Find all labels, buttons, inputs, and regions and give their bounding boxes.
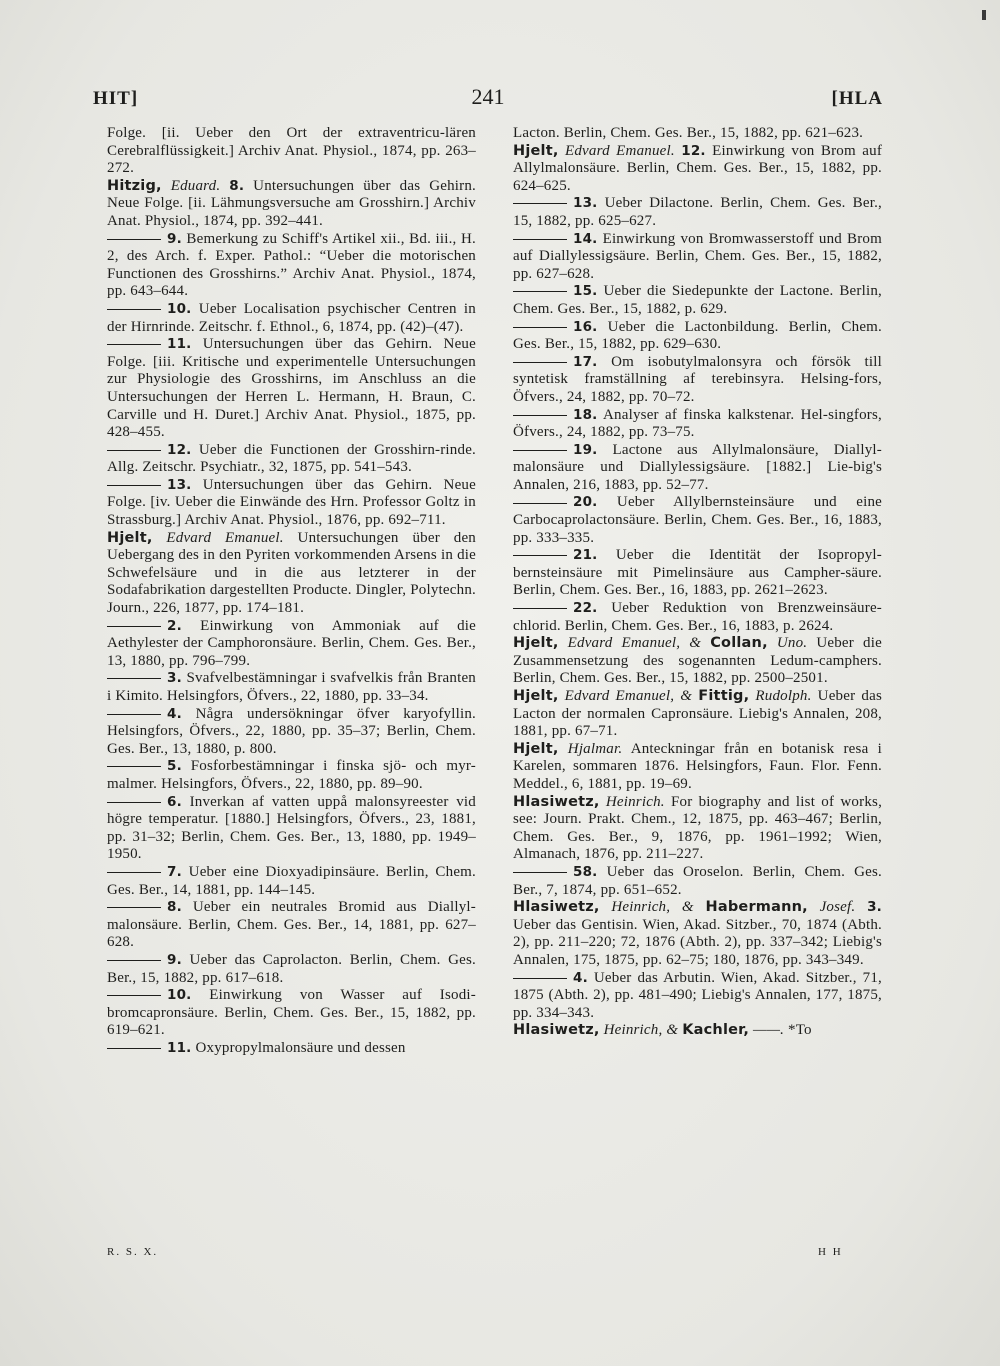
ditto-dash <box>107 344 161 345</box>
author-surname: Hjelt, <box>513 740 559 757</box>
entry-number: 58. <box>573 863 598 880</box>
entry-number: 12. <box>681 142 706 159</box>
bib-continuation <box>513 125 882 143</box>
bib-subentry <box>513 407 882 442</box>
entry-text: Ueber das Gentisin. Wien, Akad. Sitzber., 70, 1874 (Abth. 2), pp. 211–220; 72, 1876 (Abth. 2), pp. 337–342; Liebig's Annalen, 175, 1875, pp. 62–75; 180, 1876, pp. 343–349. <box>513 916 882 968</box>
right-column <box>513 125 882 1235</box>
entry-number: 5. <box>167 758 182 775</box>
ditto-dash <box>513 872 567 873</box>
entry-number: 13. <box>167 476 192 493</box>
ditto-dash <box>513 239 567 240</box>
ditto-dash <box>107 766 161 767</box>
author-given-name: Edvard Emanuel. <box>166 529 284 546</box>
bib-continuation <box>107 125 476 178</box>
author-surname: Hjelt, <box>107 529 153 546</box>
author-surname: Hitzig, <box>107 177 162 194</box>
author-surname: Hjelt, <box>513 688 559 704</box>
entry-text: Ueber eine Dioxyadipinsäure. Berlin, Chem. Ges. Ber., 14, 1881, pp. 144–145. <box>107 863 476 898</box>
bib-subentry <box>513 442 882 495</box>
entry-text: Untersuchungen über das Gehirn. Neue Folge. [iii. Kritische und experimentelle Untersuchungen zur Physiologie des Grosshirns, im Anschluss an die Untersuchungen der Herren L. Hermann, H. Braun, C. Carville und H. Duret.] Archiv Anat. Physiol., 1875, pp. 428–455. <box>107 336 476 441</box>
ditto-dash <box>107 678 161 679</box>
ditto-dash <box>107 309 161 310</box>
author-surname: Hlasiwetz, <box>513 899 600 916</box>
author-surname: Hlasiwetz, <box>513 1022 600 1039</box>
bib-entry <box>513 899 882 969</box>
entry-number: 6. <box>167 793 182 810</box>
footer-right: H H <box>818 1246 843 1258</box>
page-number: 241 <box>471 84 505 109</box>
coauthor-surname: Collan, <box>710 635 768 652</box>
bib-entry <box>513 688 882 741</box>
entry-text: Ueber Dilactone. Berlin, Chem. Ges. Ber., 15, 1882, pp. 625–627. <box>513 195 882 229</box>
entry-number: 8. <box>229 177 245 194</box>
entry-text: Ueber Allylbernsteinsäure und eine Carbocaprolactonsäure. Berlin, Chem. Ges. Ber., 16, 1883, pp. 333–335. <box>513 494 882 546</box>
coauthor-surname: Habermann, <box>705 899 808 916</box>
ditto-dash <box>513 415 567 416</box>
ditto-dash <box>513 503 567 504</box>
entry-text: Anteckningar från en botanisk resa i Karelen, sommaren 1876. Helsingfors, Faun. Flor. Fenn. Meddel., 6, 1881, pp. 19–69. <box>513 740 883 792</box>
entry-text: *To <box>788 1022 812 1039</box>
coauthor-given-name: Josef. <box>819 899 856 916</box>
entry-text: Untersuchungen über das Gehirn. Neue Folge. [ii. Lähmungsversuche am Grosshirn.] Archiv Anat. Physiol., 1874, pp. 392–441. <box>107 177 477 229</box>
ditto-dash <box>107 239 161 240</box>
bib-subentry <box>513 600 882 635</box>
bib-subentry <box>107 301 476 336</box>
bib-subentry <box>107 864 476 899</box>
bib-subentry <box>107 899 476 952</box>
bib-subentry <box>513 354 882 407</box>
author-surname: Hlasiwetz, <box>513 793 600 810</box>
ditto-dash <box>107 907 161 908</box>
entry-number: 22. <box>573 600 598 617</box>
entry-number: 9. <box>167 230 182 247</box>
ditto-dash <box>107 626 161 627</box>
entry-text: Ueber die Identität der Isopropyl-bernsteinsäure mit Pimelinsäure aus Campher-säure. Berlin, Chem. Ges. Ber., 16, 1883, pp. 2621–2623. <box>513 547 882 599</box>
ditto-dash <box>107 960 161 961</box>
entry-text: Ueber Reduktion von Brenzweinsäure-chlorid. Berlin, Chem. Ges. Ber., 16, 1883, p. 2624. <box>513 600 883 634</box>
ditto-dash <box>107 802 161 803</box>
corner-mark <box>982 10 986 20</box>
ditto-dash <box>513 978 567 979</box>
entry-text: Ueber die Lactonbildung. Berlin, Chem. Ges. Ber., 15, 1882, pp. 629–630. <box>513 318 883 353</box>
bib-subentry <box>107 706 476 759</box>
coauthor-surname: Fittig, <box>698 688 750 704</box>
ditto-dash <box>107 872 161 873</box>
bib-subentry <box>107 618 476 671</box>
ditto-dash <box>107 450 161 451</box>
bib-subentry <box>107 758 476 793</box>
author-surname: Hjelt, <box>513 142 559 159</box>
entry-text: Untersuchungen über den Uebergang des in den Pyriten vorkommenden Arsens in die Schwefelsäure und in die aus letzterer in der Sodafabrikation dargestellten Producte. Dingler, Polytechn. Journ., 226, 1877, pp. 174–181. <box>107 529 477 617</box>
entry-number: 2. <box>167 617 182 634</box>
entry-number: 3. <box>867 899 882 916</box>
entry-text: Analyser af finska kalkstenar. Hel-singfors, Öfvers., 24, 1882, pp. 73–75. <box>513 406 882 441</box>
ditto-dash <box>107 485 161 486</box>
ditto-dash <box>513 608 567 609</box>
ditto-dash <box>513 327 567 328</box>
bib-entry <box>513 741 882 794</box>
entry-text: Ueber das Arbutin. Wien, Akad. Sitzber., 71, 1875 (Abth. 2), pp. 481–490; Liebig's Annalen, 177, 1875, pp. 334–343. <box>513 969 882 1021</box>
bib-subentry <box>513 864 882 899</box>
bib-subentry <box>107 231 476 301</box>
entry-number: 7. <box>167 863 182 880</box>
entry-text: Untersuchungen über das Gehirn. Neue Folge. [iv. Ueber die Einwände des Hrn. Professor Goltz in Strassburg.] Archiv Anat. Physiol., 1876, pp. 692–711. <box>107 476 476 529</box>
entry-text: Einwirkung von Brom auf Allylmalonsäure. Berlin, Chem. Ges. Ber., 15, 1882, pp. 624–625. <box>513 142 883 194</box>
entry-number: 18. <box>573 406 598 423</box>
bib-subentry <box>107 670 476 705</box>
author-given-name: Edvard Emanuel, & <box>567 635 702 652</box>
entry-text: Bemerkung zu Schiff's Artikel xii., Bd. iii., H. 2, des Arch. f. Exper. Pathol.: “Ueber die motorischen Functionen des Grosshirns.” Archiv Anat. Physiol., 1874, pp. 643–644. <box>107 230 476 300</box>
entry-text: Ueber das Caprolacton. Berlin, Chem. Ges. Ber., 15, 1882, pp. 617–618. <box>107 951 476 986</box>
coauthor-surname: Kachler, <box>682 1022 750 1039</box>
entry-text: Lacton. Berlin, Chem. Ges. Ber., 15, 1882, pp. 621–623. <box>513 125 864 141</box>
entry-text: Einwirkung von Bromwasserstoff und Brom auf Diallylessigsäure. Berlin, Chem. Ges. Ber., 15, 1882, pp. 627–628. <box>513 230 882 282</box>
bib-subentry <box>513 494 882 547</box>
entry-text: Lactone aus Allylmalonsäure, Diallyl-malonsäure und Diallylessigsäure. [1882.] Lie-big's Annalen, 216, 1883, pp. 52–77. <box>513 441 882 493</box>
entry-text: Ueber die Siedepunkte der Lactone. Berlin, Chem. Ges. Ber., 15, 1882, p. 629. <box>513 283 882 317</box>
author-given-name: Heinrich, & <box>611 899 694 916</box>
author-surname: Hjelt, <box>513 635 559 652</box>
coauthor-given-name: Uno. <box>776 635 808 652</box>
entry-number: 14. <box>573 230 598 247</box>
entry-number: 10. <box>167 300 192 317</box>
coauthor-given-name: Rudolph. <box>755 688 812 704</box>
entry-number: 16. <box>573 318 598 335</box>
entry-text: Svafvelbestämningar i svafvelkis från Branten i Kimito. Helsingfors, Öfvers., 22, 1880, pp. 33–34. <box>107 670 477 704</box>
bib-subentry <box>107 794 476 864</box>
author-given-name: Edvard Emanuel, & <box>564 688 693 704</box>
entry-number: 13. <box>573 195 598 212</box>
entry-text: Einwirkung von Ammoniak auf die Aethylester der Camphoronsäure. Berlin, Chem. Ges. Ber., 13, 1880, pp. 796–799. <box>107 617 477 669</box>
author-given-name: Eduard. <box>170 177 221 194</box>
entry-text: For biography and list of works, see: Journ. Prakt. Chem., 12, 1875, pp. 463–467; Berlin, Chem. Ges. Ber., 9, 1876, pp. 1961–1992; Wien, Almanach, 1876, pp. 211–227. <box>513 793 883 863</box>
bib-subentry <box>513 195 882 230</box>
bib-subentry <box>107 1040 476 1058</box>
ditto-dash <box>107 714 161 715</box>
bib-subentry <box>107 987 476 1040</box>
left-column <box>107 125 476 1235</box>
bib-subentry <box>513 283 882 318</box>
entry-number: 3. <box>167 670 182 687</box>
bib-entry <box>107 178 476 231</box>
ditto-dash <box>513 450 567 451</box>
page-header <box>93 84 883 128</box>
header-left: HIT] <box>93 88 139 109</box>
ditto-dash <box>513 555 567 556</box>
entry-number: 15. <box>573 283 598 300</box>
bib-subentry <box>513 231 882 284</box>
entry-number: 11. <box>167 336 192 353</box>
author-given-name: Heinrich. <box>605 793 665 810</box>
entry-number: 4. <box>167 705 182 722</box>
entry-text: Ueber das Oroselon. Berlin, Chem. Ges. Ber., 7, 1874, pp. 651–652. <box>513 863 882 898</box>
entry-number: 8. <box>167 899 182 916</box>
bib-entry <box>513 794 882 864</box>
entry-text: Några undersökningar öfver karyofyllin. Helsingfors, Öfvers., 22, 1880, pp. 35–37; Berlin, Chem. Ges. Ber., 13, 1880, p. 800. <box>107 705 476 757</box>
entry-text: Ueber das Lacton der normalen Capronsäure. Liebig's Annalen, 208, 1881, pp. 67–71. <box>513 688 882 740</box>
entry-number: 17. <box>573 353 598 370</box>
bib-subentry <box>107 336 476 442</box>
entry-text: Ueber die Functionen der Grosshirn-rinde. Allg. Zeitschr. Psychiatr., 32, 1875, pp. 541–543. <box>107 441 477 476</box>
author-given-name: Hjalmar. <box>567 740 623 757</box>
entry-text: Ueber ein neutrales Bromid aus Diallyl-malonsäure. Berlin, Chem. Ges. Ber., 14, 1881, pp. 627–628. <box>107 899 476 951</box>
bib-subentry <box>107 952 476 987</box>
entry-number: 10. <box>167 987 192 1004</box>
bib-subentry <box>513 547 882 600</box>
entry-text: Ueber Localisation psychischer Centren in der Hirnrinde. Zeitschr. f. Ethnol., 6, 1874, pp. (42)–(47). <box>107 300 476 335</box>
entry-text: Folge. [ii. Ueber den Ort der extraventricu-lären Cerebralflüssigkeit.] Archiv Anat. Physiol., 1874, pp. 263–272. <box>107 125 476 177</box>
bib-entry <box>107 530 476 618</box>
ditto-dash <box>513 203 567 204</box>
bib-subentry <box>513 319 882 354</box>
entry-text: Inverkan af vatten uppå malonsyreester vid högre temperatur. [1880.] Helsingfors, Öfvers., 23, 1881, pp. 31–32; Berlin, Chem. Ges. Ber., 13, 1880, pp. 1949–1950. <box>107 793 476 863</box>
bib-subentry <box>107 442 476 477</box>
bib-subentry <box>107 477 476 530</box>
entry-text: Oxypropylmalonsäure und dessen <box>195 1039 406 1056</box>
bib-subentry <box>513 970 882 1023</box>
entry-number: 21. <box>573 547 598 564</box>
entry-number: 19. <box>573 441 598 458</box>
ditto-dash <box>513 291 567 292</box>
author-given-name: Edvard Emanuel. <box>564 142 675 159</box>
entry-number: 4. <box>573 969 588 986</box>
footer-left: R. S. X. <box>107 1246 159 1258</box>
entry-number: 11. <box>167 1039 192 1056</box>
bib-entry <box>513 143 882 196</box>
entry-number: 20. <box>573 494 598 511</box>
header-right: [HLA <box>831 88 883 109</box>
entry-number: 12. <box>167 441 192 458</box>
ditto-dash <box>107 995 161 996</box>
entry-text: Einwirkung von Wasser auf Isodi-bromcapronsäure. Berlin, Chem. Ges. Ber., 15, 1882, pp. 619–621. <box>107 987 476 1039</box>
ditto-dash <box>107 1048 161 1049</box>
author-given-name: Heinrich, & <box>603 1022 679 1039</box>
entry-number: 9. <box>167 951 182 968</box>
entry-text: Ueber die Zusammensetzung des sogenannten Ledum-camphers. Berlin, Chem. Ges. Ber., 15, 1882, pp. 2500–2501. <box>513 635 882 687</box>
bib-entry <box>513 635 882 688</box>
bib-entry <box>513 1022 882 1040</box>
coauthor-given-name: ——. <box>753 1022 785 1039</box>
entry-text: Om isobutylmalonsyra och försök till syntetisk framställning af terebinsyra. Helsing-fors, Öfvers., 24, 1882, pp. 70–72. <box>513 353 882 405</box>
entry-text: Fosforbestämningar i finska sjö- och myr-malmer. Helsingfors, Öfvers., 22, 1880, pp. 89–90. <box>107 758 476 792</box>
ditto-dash <box>513 362 567 363</box>
